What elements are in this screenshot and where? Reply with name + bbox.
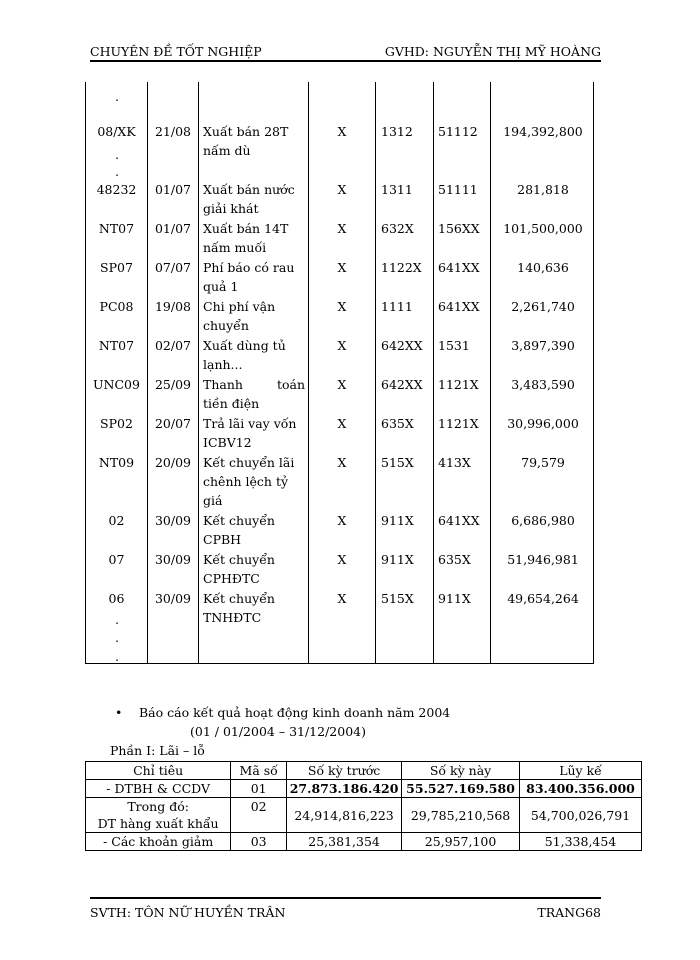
- continuation-dot: .: [115, 164, 119, 179]
- description-line-2: tiền điện: [203, 396, 260, 411]
- amount: 79,579: [521, 455, 565, 470]
- accum-cell: 54,700,026,791: [520, 798, 642, 833]
- curr-cell: 55.527.169.580: [402, 780, 520, 798]
- description: Phí báo có rau quả 1: [203, 260, 295, 294]
- page-number: TRANG68: [537, 905, 601, 920]
- code-cell: 02: [231, 798, 287, 833]
- description: Trả lãi vay vốn ICBV12: [203, 416, 297, 450]
- code-cell: 03: [231, 833, 287, 851]
- debit-account: 1312: [381, 124, 413, 139]
- amount: 51,946,981: [507, 552, 579, 567]
- continuation-dot: .: [115, 649, 119, 664]
- mark: X: [337, 513, 347, 528]
- accum-cell: 83.400.356.000: [520, 780, 642, 798]
- doc-number: SP02: [100, 416, 133, 431]
- item-cell: - DTBH & CCDV: [86, 780, 231, 798]
- doc-number: UNC09: [93, 377, 140, 392]
- debit-account: 515X: [381, 591, 414, 606]
- code-cell: 01: [231, 780, 287, 798]
- ledger-divider: [433, 82, 434, 663]
- doc-number: 08/XK: [97, 124, 136, 139]
- doc-date: 21/08: [154, 124, 192, 139]
- mark: X: [337, 455, 347, 470]
- item-cell: - Các khoản giảm: [86, 833, 231, 851]
- report-period: (01 / 01/2004 – 31/12/2004): [190, 724, 366, 739]
- bullet: •: [115, 705, 123, 720]
- amount: 101,500,000: [503, 221, 583, 236]
- amount: 281,818: [517, 182, 569, 197]
- doc-date: 02/07: [154, 338, 192, 353]
- debit-account: 635X: [381, 416, 414, 431]
- debit-account: 911X: [381, 552, 414, 567]
- description: Xuất bán 28T nấm dù: [203, 124, 289, 158]
- debit-account: 642XX: [381, 377, 423, 392]
- debit-account: 911X: [381, 513, 414, 528]
- prev-cell: 25,381,354: [287, 833, 402, 851]
- accum-cell: 51,338,454: [520, 833, 642, 851]
- credit-account: 641XX: [438, 260, 480, 275]
- description: Kết chuyển TNHĐTC: [203, 591, 275, 625]
- doc-number: NT07: [98, 338, 135, 353]
- credit-account: 1121X: [438, 377, 479, 392]
- report-heading: [115, 705, 450, 720]
- description: Kết chuyển CPBH: [203, 513, 275, 547]
- description: Xuất bán nước giải khát: [203, 182, 295, 216]
- item-cell: Trong đó: DT hàng xuất khẩu: [86, 798, 231, 833]
- description: Chi phí vận chuyển: [203, 299, 276, 333]
- description: Kết chuyển CPHĐTC: [203, 552, 275, 586]
- ledger-divider: [308, 82, 309, 663]
- amount: 30,996,000: [507, 416, 579, 431]
- doc-date: 19/08: [154, 299, 192, 314]
- doc-number: 06: [108, 591, 125, 606]
- ledger-table: [85, 82, 594, 664]
- credit-account: 51112: [438, 124, 478, 139]
- description: Thanh toán: [203, 377, 305, 392]
- header-title: CHUYÊN ĐỀ TỐT NGHIỆP: [90, 44, 262, 59]
- prev-cell: 27.873.186.420: [287, 780, 402, 798]
- table-row: [86, 780, 642, 798]
- mark: X: [337, 338, 347, 353]
- ledger-divider: [490, 82, 491, 663]
- doc-date: 20/09: [154, 455, 192, 470]
- column-header: Mã số: [231, 762, 287, 780]
- doc-date: 01/07: [154, 182, 192, 197]
- doc-date: 30/09: [154, 591, 192, 606]
- doc-date: 30/09: [154, 513, 192, 528]
- debit-account: 1111: [381, 299, 413, 314]
- credit-account: 1121X: [438, 416, 479, 431]
- mark: X: [337, 377, 347, 392]
- continuation-dot: .: [115, 630, 119, 645]
- doc-number: 48232: [96, 182, 137, 197]
- credit-account: 641XX: [438, 299, 480, 314]
- doc-number: PC08: [99, 299, 134, 314]
- page-footer: [90, 897, 601, 921]
- continuation-dot: .: [115, 612, 119, 627]
- report-title: Báo cáo kết quả hoạt động kinh doanh năm 2004: [139, 705, 451, 720]
- amount: 140,636: [517, 260, 569, 275]
- debit-account: 1311: [381, 182, 413, 197]
- amount: 49,654,264: [507, 591, 579, 606]
- column-header: Số kỳ này: [402, 762, 520, 780]
- doc-date: 20/07: [154, 416, 192, 431]
- mark: X: [337, 299, 347, 314]
- doc-number: NT09: [98, 455, 135, 470]
- page-header: [90, 40, 601, 62]
- doc-number: 02: [108, 513, 125, 528]
- mark: X: [337, 591, 347, 606]
- continuation-dot: .: [115, 147, 119, 162]
- amount: 2,261,740: [511, 299, 575, 314]
- ledger-divider: [147, 82, 148, 663]
- income-statement-table: [85, 761, 642, 851]
- doc-number: SP07: [100, 260, 133, 275]
- credit-account: 911X: [438, 591, 471, 606]
- amount: 3,483,590: [511, 377, 575, 392]
- mark: X: [337, 552, 347, 567]
- amount: 194,392,800: [503, 124, 583, 139]
- column-header: Số kỳ trước: [287, 762, 402, 780]
- amount: 3,897,390: [511, 338, 575, 353]
- debit-account: 515X: [381, 455, 414, 470]
- doc-date: 01/07: [154, 221, 192, 236]
- ledger-divider: [375, 82, 376, 663]
- amount: 6,686,980: [511, 513, 575, 528]
- credit-account: 641XX: [438, 513, 480, 528]
- header-advisor: GVHD: NGUYỄN THỊ MỸ HOÀNG: [384, 44, 601, 59]
- doc-date: 25/09: [154, 377, 192, 392]
- credit-account: 156XX: [438, 221, 480, 236]
- column-header: Chỉ tiêu: [86, 762, 231, 780]
- column-header: Lũy kế: [520, 762, 642, 780]
- credit-account: 635X: [438, 552, 471, 567]
- prev-cell: 24,914,816,223: [287, 798, 402, 833]
- mark: X: [337, 182, 347, 197]
- doc-number: NT07: [98, 221, 135, 236]
- mark: X: [337, 221, 347, 236]
- debit-account: 632X: [381, 221, 414, 236]
- credit-account: 413X: [438, 455, 471, 470]
- doc-number: 07: [108, 552, 125, 567]
- credit-account: 1531: [438, 338, 470, 353]
- report-part-title: Phần I: Lãi – lỗ: [110, 743, 205, 758]
- description: Xuất bán 14T nấm muối: [203, 221, 289, 255]
- doc-date: 07/07: [154, 260, 192, 275]
- continuation-dot: .: [115, 89, 119, 104]
- curr-cell: 25,957,100: [402, 833, 520, 851]
- mark: X: [337, 260, 347, 275]
- mark: X: [337, 124, 347, 139]
- description: Kết chuyển lãi chênh lệch tỷ giá: [203, 455, 295, 508]
- doc-date: 30/09: [154, 552, 192, 567]
- debit-account: 1122X: [381, 260, 422, 275]
- debit-account: 642XX: [381, 338, 423, 353]
- table-row: [86, 833, 642, 851]
- table-row: [86, 798, 642, 833]
- curr-cell: 29,785,210,568: [402, 798, 520, 833]
- description: Xuất dùng tủ lạnh...: [203, 338, 286, 372]
- table-header-row: [86, 762, 642, 780]
- mark: X: [337, 416, 347, 431]
- ledger-divider: [198, 82, 199, 663]
- footer-author: SVTH: TÔN NỮ HUYỀN TRÂN: [90, 905, 286, 920]
- credit-account: 51111: [438, 182, 478, 197]
